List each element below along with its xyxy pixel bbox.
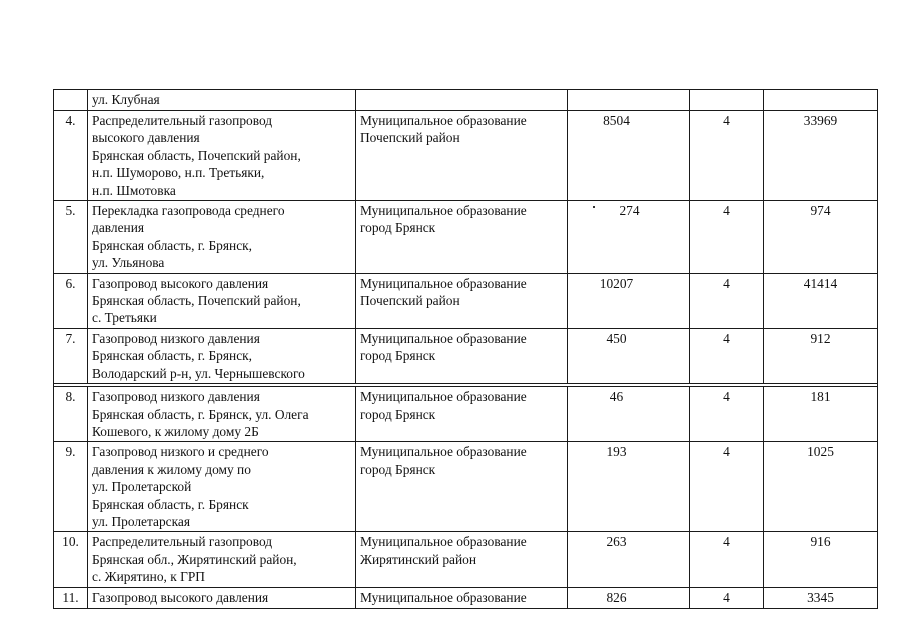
object-description: Газопровод высокого давления: [88, 587, 356, 608]
category-value: 4: [690, 328, 764, 383]
category-value: 4: [690, 273, 764, 328]
row-number: 4.: [54, 111, 88, 201]
pipeline-length: 46: [568, 387, 690, 442]
numeric-value: 41414: [764, 273, 878, 328]
object-description: Газопровод низкого давления Брянская область, г. Брянск, ул. Олега Кошевого, к жилому дому 2Б: [88, 387, 356, 442]
owner-name: Муниципальное образование город Брянск: [356, 387, 568, 442]
table-row: [54, 387, 878, 442]
pipeline-length: 263: [568, 532, 690, 587]
object-description: ул. Клубная: [88, 90, 356, 111]
pipeline-length-text: 274: [619, 203, 640, 219]
owner-name: Муниципальное образование город Брянск: [356, 328, 568, 383]
owner-name: Муниципальное образование Почепский район: [356, 111, 568, 201]
row-number: [54, 90, 88, 111]
category-value: 4: [690, 442, 764, 532]
owner-name: Муниципальное образование город Брянск: [356, 201, 568, 274]
object-description: Распределительный газопровод высокого давления Брянская область, Почепский район, н.п. Шуморово, н.п. Третьяки, н.п. Шмотовка: [88, 111, 356, 201]
numeric-value: 916: [764, 532, 878, 587]
numeric-value: 912: [764, 328, 878, 383]
category-value: 4: [690, 201, 764, 274]
row-number: 5.: [54, 201, 88, 274]
owner-name: Муниципальное образование Почепский район: [356, 273, 568, 328]
table-row: [54, 111, 878, 201]
pipeline-length: 826: [568, 587, 690, 608]
table-row: [54, 90, 878, 111]
pipeline-length: 193: [568, 442, 690, 532]
numeric-value: 974: [764, 201, 878, 274]
category-value: 4: [690, 387, 764, 442]
category-value: [690, 90, 764, 111]
numeric-value: 33969: [764, 111, 878, 201]
category-value: 4: [690, 587, 764, 608]
object-description: Распределительный газопровод Брянская обл., Жирятинский район, с. Жирятино, к ГРП: [88, 532, 356, 587]
pipeline-length: 450: [568, 328, 690, 383]
numeric-value: 181: [764, 387, 878, 442]
pipeline-length: 10207: [568, 273, 690, 328]
object-description: Перекладка газопровода среднего давления Брянская область, г. Брянск, ул. Ульянова: [88, 201, 356, 274]
pipeline-length: [568, 201, 690, 274]
pipeline-length: 8504: [568, 111, 690, 201]
table-row: [54, 273, 878, 328]
table-row: [54, 201, 878, 274]
table-row: [54, 532, 878, 587]
row-number: 9.: [54, 442, 88, 532]
row-number: 11.: [54, 587, 88, 608]
owner-name: [356, 90, 568, 111]
table-row: [54, 328, 878, 383]
row-number: 8.: [54, 387, 88, 442]
owner-name: Муниципальное образование город Брянск: [356, 442, 568, 532]
row-number: 7.: [54, 328, 88, 383]
owner-name: Муниципальное образование: [356, 587, 568, 608]
numeric-value: 1025: [764, 442, 878, 532]
row-number: 6.: [54, 273, 88, 328]
pipeline-length: [568, 90, 690, 111]
numeric-value: [764, 90, 878, 111]
category-value: 4: [690, 532, 764, 587]
table-row: [54, 442, 878, 532]
numeric-value: 3345: [764, 587, 878, 608]
row-number: 10.: [54, 532, 88, 587]
scan-speck: [593, 206, 595, 208]
object-description: Газопровод низкого и среднего давления к жилому дому по ул. Пролетарской Брянская область, г. Брянск ул. Пролетарская: [88, 442, 356, 532]
object-description: Газопровод низкого давления Брянская область, г. Брянск, Володарский р-н, ул. Чернышевского: [88, 328, 356, 383]
table-row: [54, 587, 878, 608]
category-value: 4: [690, 111, 764, 201]
object-description: Газопровод высокого давления Брянская область, Почепский район, с. Третьяки: [88, 273, 356, 328]
owner-name: Муниципальное образование Жирятинский район: [356, 532, 568, 587]
gas-pipeline-table: [53, 89, 878, 609]
